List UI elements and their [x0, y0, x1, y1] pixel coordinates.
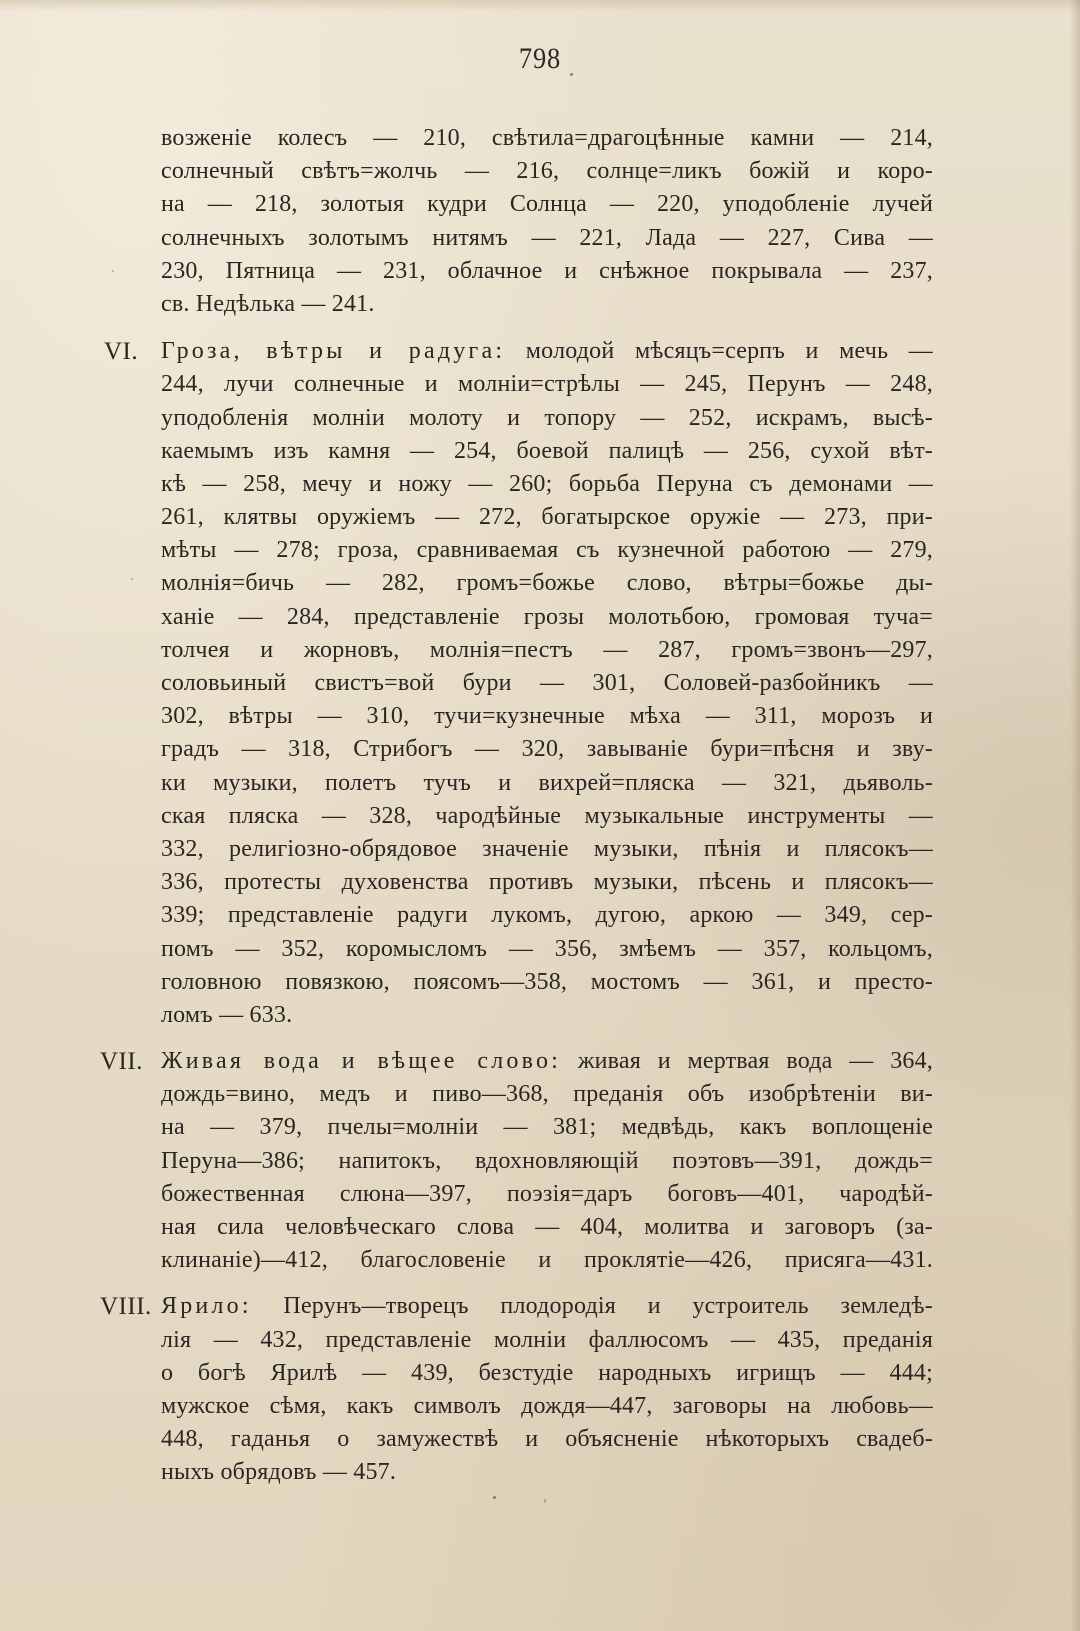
print-speck: [570, 73, 573, 76]
text-line: на — 218, золотыя кудри Солнца — 220, уподобленіе лучей: [161, 191, 933, 218]
text-line: Перуна—386; напитокъ, вдохновляющій поэтовъ—391, дождь=: [161, 1147, 933, 1174]
section-viii: [0, 1290, 1080, 1489]
text-line: возженіе колесъ — 210, свѣтила=драгоцѣнные камни — 214,: [161, 125, 933, 151]
text-line: солнечныхъ золотымъ нитямъ — 221, Лада — 227, Сива —: [161, 224, 933, 251]
text-line: кѣ — 258, мечу и ножу — 260; борьба Перуна съ демонами —: [161, 470, 933, 497]
text-line: ная сила человѣческаго слова — 404, молитва и заговоръ (за-: [161, 1214, 933, 1240]
text-line: ныхъ обрядовъ — 457.: [161, 1459, 397, 1486]
text-line: 261, клятвы оружіемъ — 272, богатырское оружіе — 273, при-: [161, 504, 933, 531]
section-heading: Гроза, вѣтры и радуга:: [161, 338, 506, 365]
text-line: дождь=вино, медъ и пиво—368, преданія объ изобрѣтеніи ви-: [161, 1081, 933, 1108]
text-line: св. Недѣлька — 241.: [161, 290, 375, 317]
text-line: градъ — 318, Стрибогъ — 320, завываніе бури=пѣсня и зву-: [161, 736, 933, 763]
section-first-line: [161, 1290, 933, 1323]
print-speck: [544, 1499, 546, 1503]
page-number: 798: [518, 42, 562, 75]
section-first-line-text: молодой мѣсяцъ=серпъ и мечь —: [525, 338, 933, 365]
section-number: VIII.: [100, 1293, 152, 1321]
text-line: 230, Пятница — 231, облачное и снѣжное покрывала — 237,: [161, 257, 933, 284]
text-line: 336, протесты духовенства противъ музыки, пѣсень и плясокъ—: [161, 869, 933, 896]
section-first-line: [161, 1045, 933, 1078]
text-line: о богѣ Ярилѣ — 439, безстудіе народныхъ игрищъ — 444;: [161, 1359, 933, 1386]
section-first-line-text: Перунъ—творецъ плодородія и устроитель земледѣ-: [283, 1293, 933, 1320]
text-line: 339; представленіе радуги лукомъ, дугою, аркою — 349, сер-: [161, 902, 933, 929]
text-line: 332, религіозно-обрядовое значеніе музыки, пѣнія и плясокъ—: [161, 835, 933, 862]
section-first-line-text: живая и мертвая вода — 364,: [577, 1048, 933, 1075]
text-line: головною повязкою, поясомъ—358, мостомъ — 361, и престо-: [161, 968, 933, 995]
text-line: ская пляска — 328, чародѣйные музыкальные инструменты —: [161, 802, 933, 829]
section-heading: Ярило:: [161, 1293, 252, 1320]
section-first-line: [161, 335, 933, 368]
text-line: мужское сѣмя, какъ символъ дождя—447, заговоры на любовь—: [161, 1392, 933, 1419]
continuation-paragraph: [0, 122, 1080, 321]
text-line: мѣты — 278; гроза, сравниваемая съ кузнечной работою — 279,: [161, 537, 933, 564]
text-line: солнечный свѣтъ=жолчь — 216, солнце=ликъ божій и коро-: [161, 158, 933, 185]
text-line: ки музыки, полетъ тучъ и вихрей=пляска — 321, дьяволь-: [161, 769, 933, 796]
table-of-contents-body: [0, 122, 1080, 1503]
text-line: на — 379, пчелы=молніи — 381; медвѣдь, какъ воплощеніе: [161, 1114, 933, 1141]
text-line: помъ — 352, коромысломъ — 356, змѣемъ — 357, кольцомъ,: [161, 935, 933, 962]
section-vi: [0, 335, 1080, 1032]
text-line: ломъ — 633.: [161, 1001, 293, 1028]
text-line: божественная слюна—397, поэзія=даръ боговъ—401, чародѣй-: [161, 1180, 933, 1207]
text-line: молнія=бичь — 282, громъ=божье слово, вѣтры=божье ды-: [161, 570, 933, 597]
print-speck: [131, 578, 133, 580]
text-line: соловьиный свистъ=вой бури — 301, Соловей-разбойникъ —: [161, 670, 933, 696]
text-line: толчея и жорновъ, молнія=пестъ — 287, громъ=звонъ—297,: [161, 636, 933, 663]
text-line: 244, лучи солнечные и молніи=стрѣлы — 245, Перунъ — 248,: [161, 371, 933, 398]
text-line: лія — 432, представленіе молніи фаллюсомъ — 435, преданія: [161, 1326, 933, 1353]
section-heading: Живая вода и вѣщее слово:: [161, 1048, 562, 1075]
section-number: VI.: [104, 338, 139, 366]
section-number: VII.: [100, 1048, 143, 1076]
section-vii: [0, 1045, 1080, 1277]
text-line: 448, гаданья о замужествѣ и объясненіе нѣкоторыхъ свадеб-: [161, 1426, 933, 1453]
text-line: ханіе — 284, представленіе грозы молотьбою, громовая туча=: [161, 603, 933, 630]
text-line: каемымъ изъ камня — 254, боевой палицѣ — 256, сухой вѣт-: [161, 437, 933, 464]
page-edge-shadow-top: [0, 0, 1080, 12]
text-line: уподобленія молніи молоту и топору — 252, искрамъ, высѣ-: [161, 404, 933, 431]
text-line: клинаніе)—412, благословеніе и проклятіе—426, присяга—431.: [161, 1247, 933, 1274]
print-speck: [493, 1496, 496, 1499]
print-speck: [112, 270, 114, 272]
text-line: 302, вѣтры — 310, тучи=кузнечные мѣха — 311, морозъ и: [161, 703, 933, 730]
